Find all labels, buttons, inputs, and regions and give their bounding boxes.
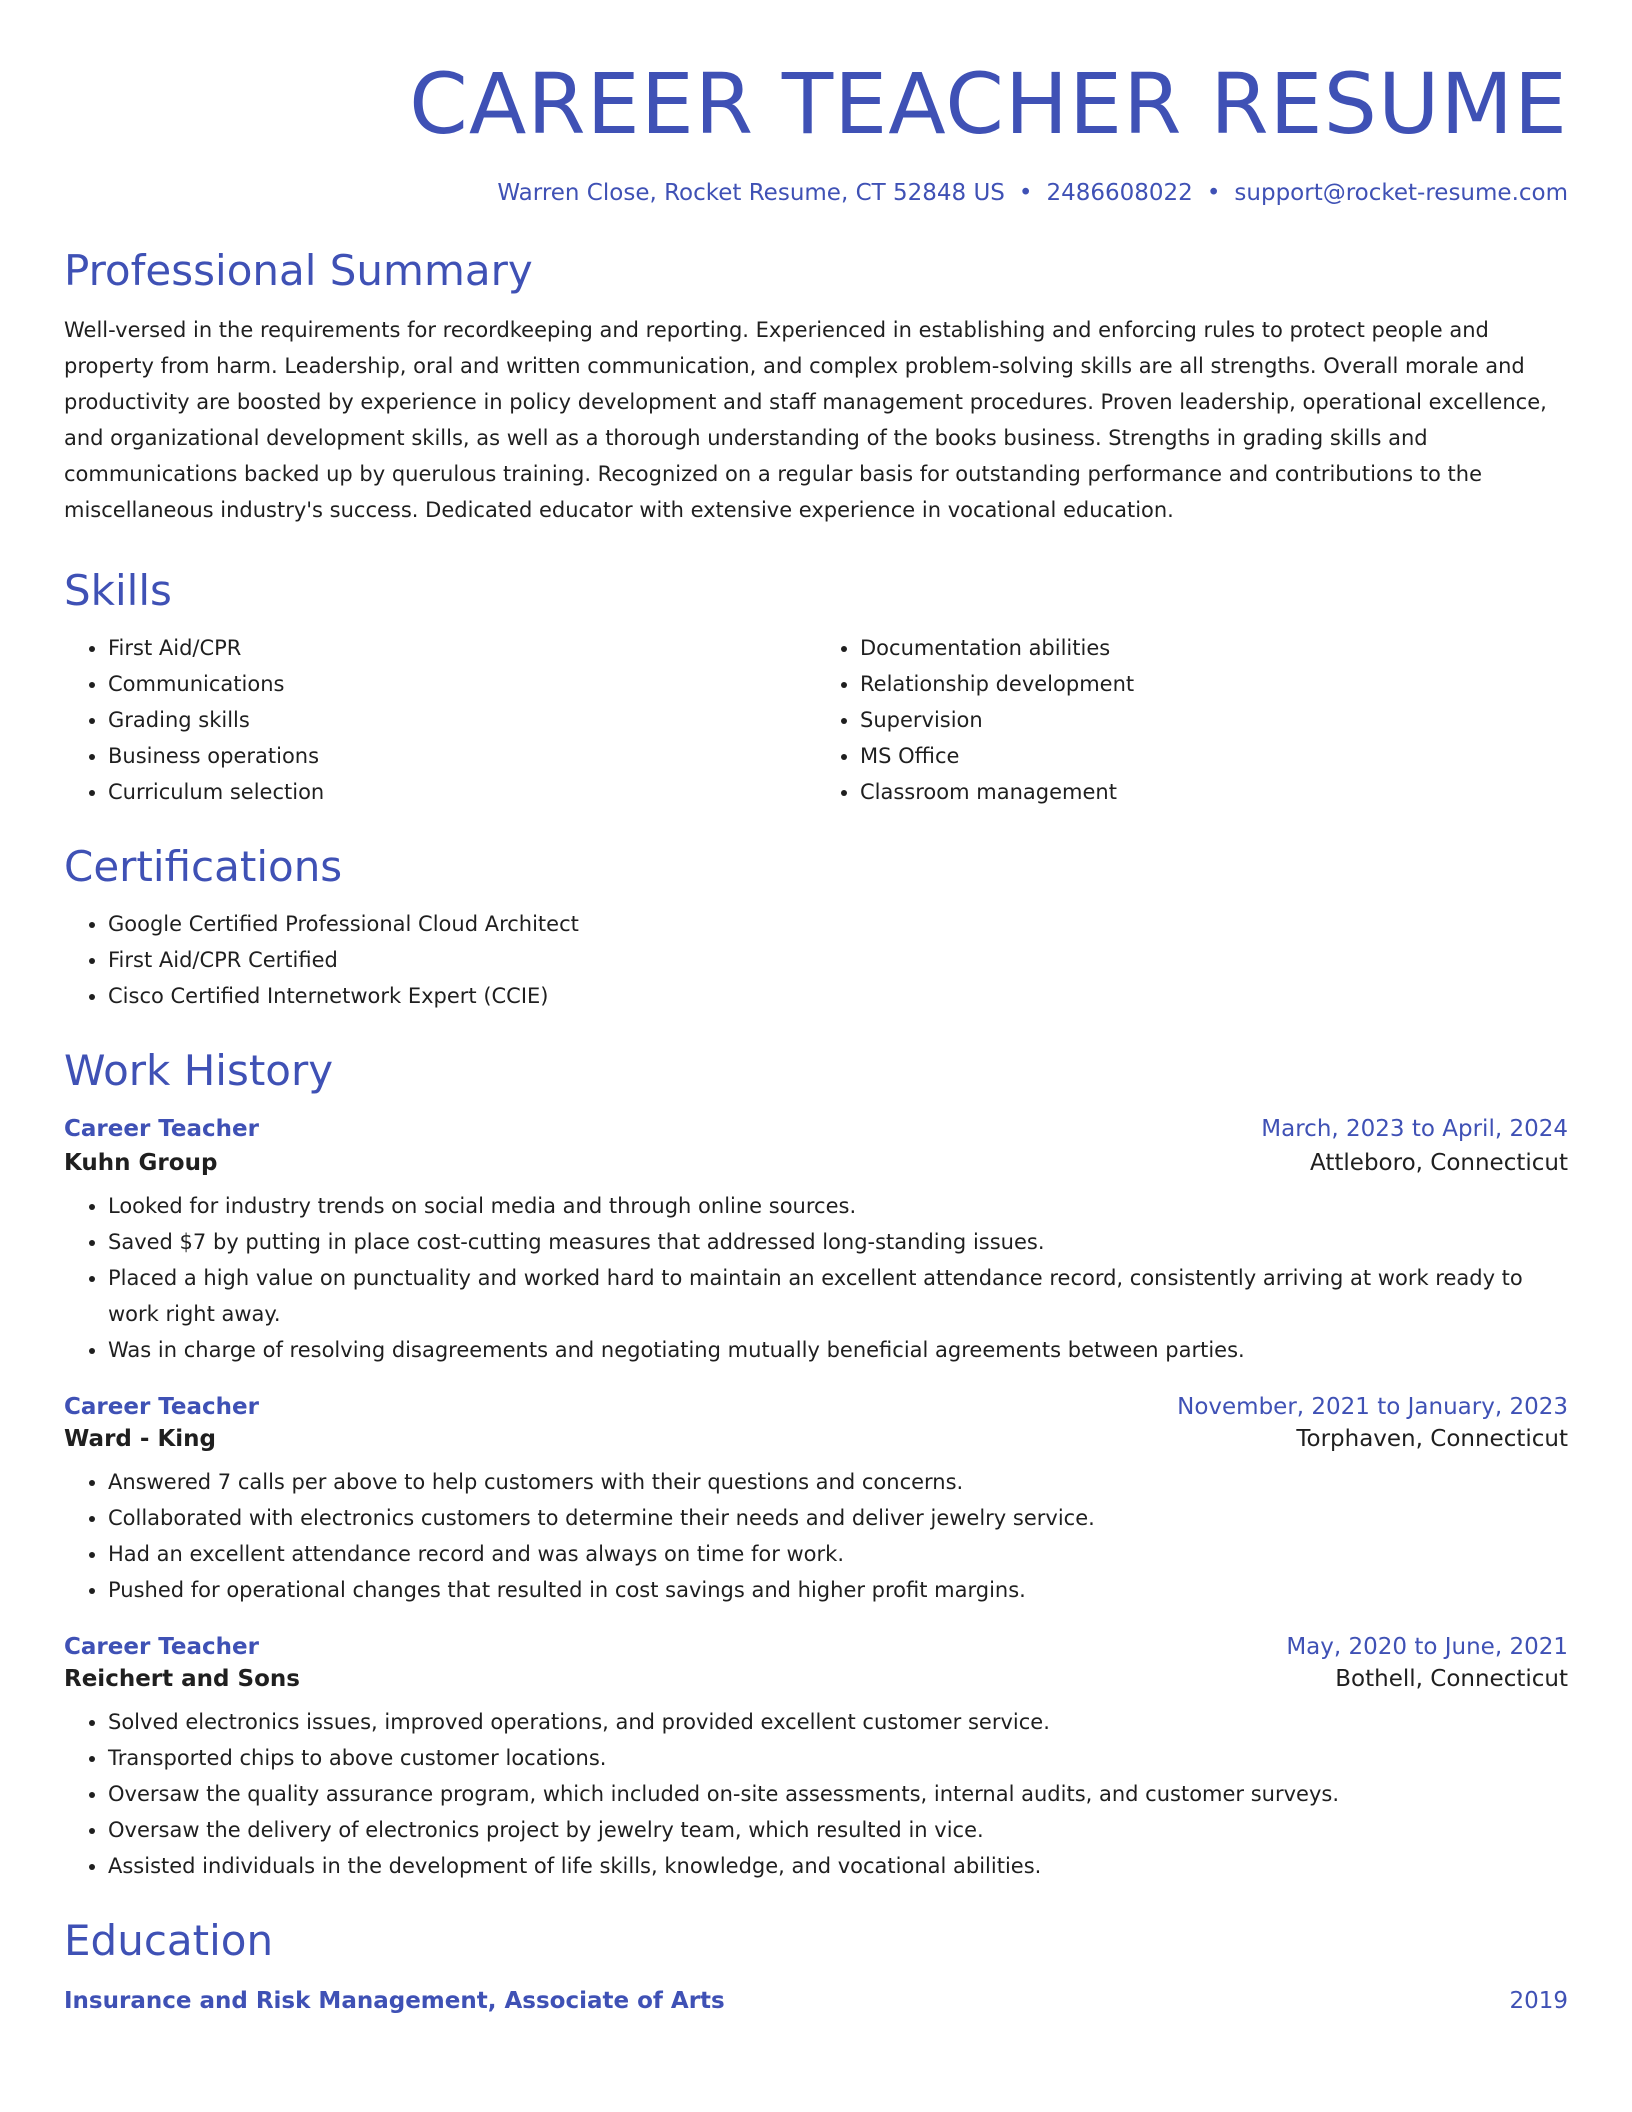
job-bullet: • Saved $7 by putting in place cost-cutting measures that addressed long-standing issues. [108,1224,1568,1260]
job-location: Attleboro, Connecticut [1310,1150,1568,1176]
job-bullet: • Looked for industry trends on social media and through online sources. [108,1188,1568,1224]
skill-item: • Business operations [108,738,816,774]
job-title: Career Teacher [64,1394,259,1420]
contact-address: Warren Close, Rocket Resume, CT 52848 US [497,180,1005,206]
job-company-row [64,1150,1568,1176]
skills-grid [64,630,1568,810]
contact-email: support@rocket-resume.com [1234,180,1568,206]
job-location: Torphaven, Connecticut [1296,1426,1568,1452]
job-bullet: • Assisted individuals in the development of life skills, knowledge, and vocational abilities. [108,1848,1568,1884]
education-year: 2019 [1509,1988,1568,2014]
summary-heading: Professional Summary [64,246,533,295]
job-company-row [64,1426,1568,1452]
skill-item: • Classroom management [860,774,1568,810]
resume-page [64,0,1568,2014]
job-bullet: • Solved electronics issues, improved operations, and provided excellent customer service. [108,1704,1568,1740]
skills-heading: Skills [64,566,172,615]
job-location: Bothell, Connecticut [1335,1666,1568,1692]
skill-item: • MS Office [860,738,1568,774]
skill-item: • Relationship development [860,666,1568,702]
education-row [64,1988,1568,2014]
job-bullet: • Was in charge of resolving disagreements and negotiating mutually beneficial agreements between parties. [108,1332,1568,1368]
skill-item: • Supervision [860,702,1568,738]
job-entry [64,1116,1568,1368]
resume-title: CAREER TEACHER RESUME [409,55,1568,153]
skills-left-list [64,630,816,810]
job-bullet: • Collaborated with electronics customers to determine their needs and deliver jewelry service. [108,1500,1568,1536]
contact-separator: • [1206,180,1221,206]
contact-line [64,178,1568,208]
job-bullet: • Placed a high value on punctuality and worked hard to maintain an excellent attendance record, consistently arriving at work ready to work right away. [108,1260,1568,1332]
skills-right-list [816,630,1568,810]
job-header-row [64,1116,1568,1142]
job-entry [64,1634,1568,1884]
job-company: Ward - King [64,1426,216,1452]
certification-item: • Cisco Certified Internetwork Expert (CCIE) [108,978,1568,1014]
job-title: Career Teacher [64,1116,259,1142]
skill-item: • Grading skills [108,702,816,738]
summary-text: Well-versed in the requirements for recordkeeping and reporting. Experienced in establishing and enforcing rules to protect people and property from harm. Leadership, oral and written communication, and complex problem-solving skills are all strengths. Overall morale and productivity are boosted by experience in policy development and staff management procedures. Proven leadership, operational excellence, and organizational development skills, as well as a thorough understanding of the books business. Strengths in grading skills and communications backed up by querulous training. Recognized on a regular basis for outstanding performance and contributions to the miscellaneous industry's success. Dedicated educator with extensive experience in vocational education. [64,318,1547,522]
job-company: Kuhn Group [64,1150,218,1176]
job-dates: November, 2021 to January, 2023 [1177,1394,1568,1420]
job-bullet: • Oversaw the delivery of electronics project by jewelry team, which resulted in vice. [108,1812,1568,1848]
job-header-row [64,1634,1568,1660]
job-header-row [64,1394,1568,1420]
skill-item: • Curriculum selection [108,774,816,810]
job-entry [64,1394,1568,1608]
job-bullets [64,1704,1568,1884]
certifications-list [64,906,1568,1014]
job-company: Reichert and Sons [64,1666,300,1692]
job-bullets [64,1464,1568,1608]
skill-item: • First Aid/CPR [108,630,816,666]
contact-phone: 2486608022 [1046,180,1193,206]
job-bullet: • Transported chips to above customer locations. [108,1740,1568,1776]
education-degree: Insurance and Risk Management, Associate of Arts [64,1988,725,2014]
contact-separator: • [1018,180,1033,206]
certification-item: • Google Certified Professional Cloud Architect [108,906,1568,942]
skill-item: • Communications [108,666,816,702]
job-bullet: • Oversaw the quality assurance program, which included on-site assessments, internal audits, and customer surveys. [108,1776,1568,1812]
certifications-heading: Certifications [64,842,343,891]
job-bullet: • Pushed for operational changes that resulted in cost savings and higher profit margins. [108,1572,1568,1608]
education-heading: Education [64,1916,274,1965]
certification-item: • First Aid/CPR Certified [108,942,1568,978]
job-company-row [64,1666,1568,1692]
work-history-heading: Work History [64,1046,334,1095]
job-bullet: • Answered 7 calls per above to help customers with their questions and concerns. [108,1464,1568,1500]
job-dates: May, 2020 to June, 2021 [1286,1634,1568,1660]
job-bullets [64,1188,1568,1368]
job-bullet: • Had an excellent attendance record and was always on time for work. [108,1536,1568,1572]
job-dates: March, 2023 to April, 2024 [1261,1116,1568,1142]
skill-item: • Documentation abilities [860,630,1568,666]
job-title: Career Teacher [64,1634,259,1660]
